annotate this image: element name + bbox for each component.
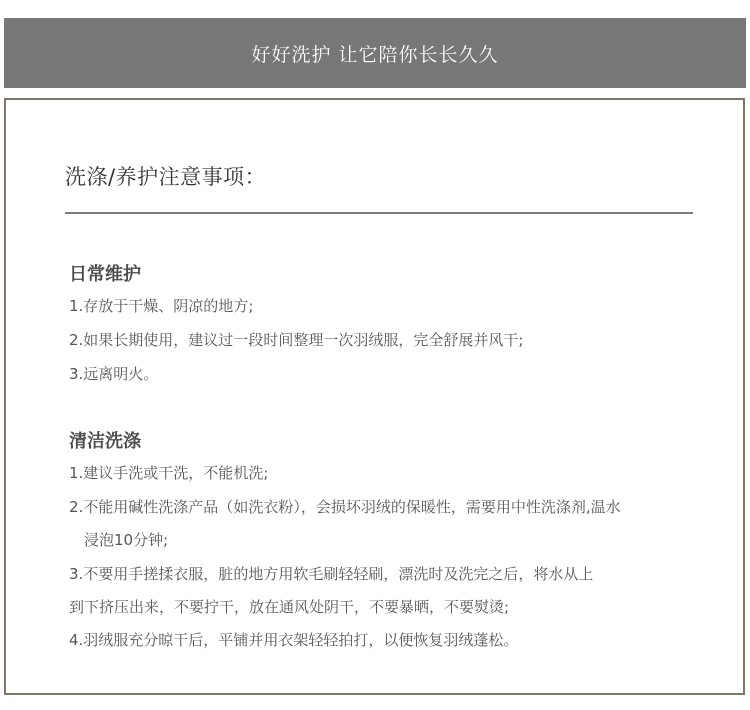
- page-title: 洗涤/养护注意事项：: [65, 165, 267, 189]
- divider: [65, 212, 693, 214]
- care-instructions-card: [4, 98, 745, 695]
- list-item: 2.如果长期使用，建议过一段时间整理一次羽绒服，完全舒展并风干;: [69, 331, 524, 349]
- list-item: 3.不要用手搓揉衣服，脏的地方用软毛刷轻轻刷，漂洗时及洗完之后，将水从上: [69, 565, 594, 583]
- list-item-continuation: 浸泡10分钟;: [84, 531, 169, 549]
- section-title-daily-care: 日常维护: [69, 264, 141, 285]
- list-item: 1.存放于干燥、阴凉的地方;: [69, 297, 254, 315]
- list-item: 2.不能用碱性洗涤产品（如洗衣粉），会损坏羽绒的保暖性，需要用中性洗涤剂,温水: [69, 498, 621, 516]
- list-item: 4.羽绒服充分晾干后，平铺并用衣架轻轻拍打，以便恢复羽绒蓬松。: [69, 631, 519, 649]
- header-banner: [4, 18, 746, 88]
- list-item-continuation: 到下挤压出来，不要拧干，放在通风处阴干，不要暴晒，不要熨烫;: [69, 598, 510, 616]
- list-item: 3.远离明火。: [69, 365, 159, 383]
- list-item: 1.建议手洗或干洗，不能机洗;: [69, 464, 269, 482]
- section-title-cleaning: 清洁洗涤: [69, 431, 141, 452]
- banner-title: 好好洗护 让它陪你长长久久: [251, 43, 499, 66]
